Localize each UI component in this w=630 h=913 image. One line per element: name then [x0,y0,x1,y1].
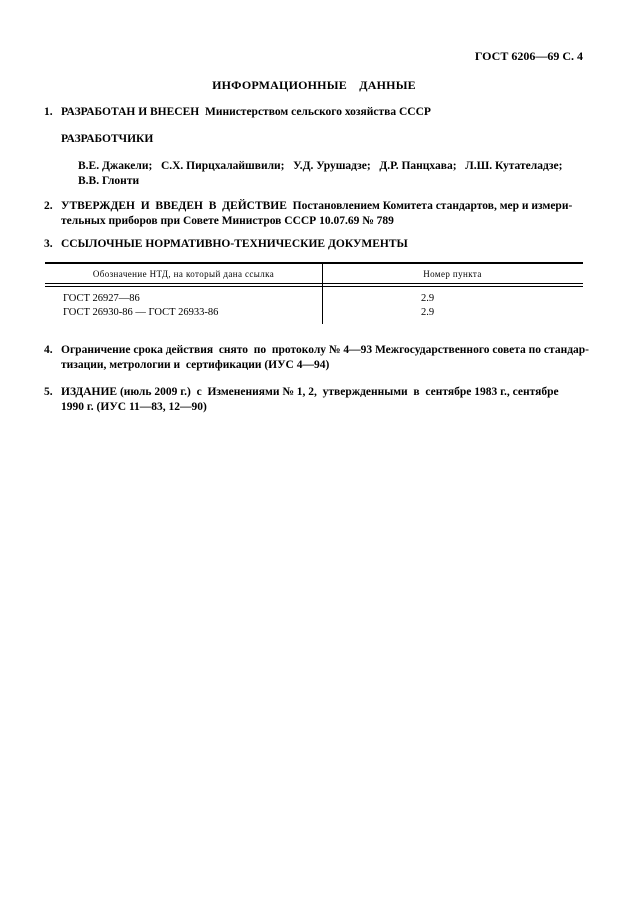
table-body [45,287,583,319]
item-1-developed [44,105,584,120]
table-row [45,306,583,320]
table-cell-ref: ГОСТ 26930-86 — ГОСТ 26933-86 [63,306,219,318]
item-2-number: 2. [44,200,53,212]
developers-list [78,159,583,189]
item-5-number: 5. [44,386,53,398]
item-3-number: 3. [44,238,53,250]
item-2-approved [44,199,584,229]
item-2-line-1: УТВЕРЖДЕН И ВВЕДЕН В ДЕЙСТВИЕ Постановлением Комитета стандартов, мер и измери- [61,200,573,212]
item-5-line-1: ИЗДАНИЕ (июль 2009 г.) с Изменениями № 1, 2, утвержденными в сентябре 1983 г., сентябре [61,386,559,398]
table-cell-clause: 2.9 [421,306,435,318]
page-header-gost-number: ГОСТ 6206—69 С. 4 [474,49,583,63]
table-header-clause: Номер пункта [423,268,482,279]
item-4-line-1: Ограничение срока действия снято по протоколу № 4—93 Межгосударственного совета по стандар- [61,344,589,356]
table-row [45,292,583,306]
item-1-text: РАЗРАБОТАН И ВНЕСЕН Министерством сельского хозяйства СССР [61,106,431,118]
reference-table [45,262,583,326]
item-4-line-2: тизации, метрологии и сертификации (ИУС 4—94) [61,359,330,371]
item-3-reference-docs [44,237,584,252]
developers-line-2: В.В. Глонти [78,175,140,187]
item-1-number: 1. [44,106,53,118]
item-5-edition [44,385,584,415]
document-title: ИНФОРМАЦИОННЫЕ ДАННЫЕ [212,78,416,92]
item-5-line-2: 1990 г. (ИУС 11—83, 12—90) [61,401,207,413]
table-header-row [45,264,583,283]
item-4-number: 4. [44,344,53,356]
item-4-validity-limit [44,343,589,373]
table-cell-clause: 2.9 [421,293,435,304]
developers-subheading: РАЗРАБОТЧИКИ [61,133,154,145]
table-header-ntd: Обозначение НТД, на который дана ссылка [92,268,275,279]
item-2-line-2: тельных приборов при Совете Министров СССР 10.07.69 № 789 [61,215,394,227]
item-3-text: ССЫЛОЧНЫЕ НОРМАТИВНО-ТЕХНИЧЕСКИЕ ДОКУМЕНТЫ [61,238,408,250]
table-cell-ref: ГОСТ 26927—86 [63,293,140,304]
developers-line-1: В.Е. Джакели; С.Х. Пирцхалайшвили; У.Д. Урушадзе; Д.Р. Панцхава; Л.Ш. Кутателадзе; [78,160,563,172]
table-column-divider [322,264,323,324]
